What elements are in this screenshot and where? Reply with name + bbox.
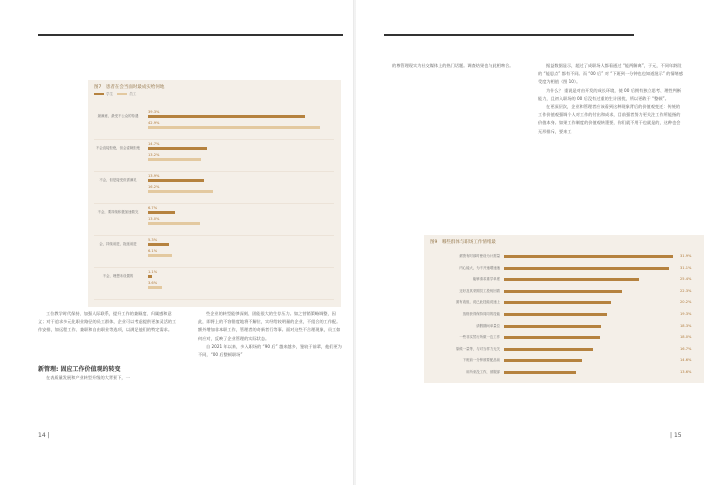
right-chart-bar	[504, 336, 600, 339]
left-col-1	[38, 310, 178, 335]
left-col1-para: 工位教学时代保持、加强人际联系，提升工作的兼顾度、归属感和意义；对于追求多元化职业路径的员工群体，企业可以考虑提供更加灵活的工作安排，如远程工作、兼职和自由职业等选项，以满足他们的特定需求。	[38, 311, 177, 333]
right-col2-para-1: 据益数据显示，超过了成职场人都看通过 “能两解离”，于元，不同年龄段的 “能思点” 都有不同。而 “00 后” 对 “下班到一分钟也也知道批示” 的情绪感受度为相值（图 10）。	[538, 63, 683, 85]
left-chart-value-label: 39.3%	[148, 110, 160, 114]
right-chart-bar	[504, 267, 669, 270]
left-chart-title: 图7 患者在会当面时最成实给何地	[94, 85, 165, 90]
right-col2-para-2: 为什么？ 重说是对由开发的成长环境，使 00 后拥有独立思考、理性判断能力，且初入职场的 00 后没有过重的生计困扰，所以更敢于 “整顿”。	[538, 87, 681, 101]
right-chart-category-label: 面有改组，说已此技能说速上	[455, 300, 500, 305]
right-chart-bar	[504, 255, 673, 258]
left-chart-bar	[148, 211, 175, 214]
section-heading: 新管理: 固应工作价值观的转变	[38, 366, 121, 373]
left-page	[0, 0, 354, 485]
left-chart-bar	[148, 286, 162, 289]
right-chart-category-label: 放格获得保持同同的技能	[462, 312, 500, 316]
right-chart-plot	[424, 235, 704, 383]
left-chart-value-label: 3.6%	[148, 281, 158, 285]
left-col-2	[198, 310, 344, 359]
left-chart-value-label: 6.1%	[148, 249, 158, 253]
right-top-rule	[384, 34, 634, 36]
right-chart-bar	[504, 301, 611, 304]
right-chart-value-label: 16.7%	[680, 346, 692, 351]
right-chart-category-label: 请假期间单量位	[476, 323, 500, 328]
left-chart-category-label: 不会，要持续积极加速做完	[97, 210, 139, 214]
left-chart-bar	[148, 275, 152, 278]
left-chart-category-label: 不会直接拒绝，但会委婉拒绝	[95, 146, 141, 150]
right-chart-category-label: 能够请求重学单度	[472, 277, 500, 282]
left-chart-bar	[148, 254, 172, 257]
left-chart-divider	[94, 139, 334, 140]
left-col2-para-1: 些企业的转型能够深刻、固能很大的生存压力。如之营销策略调整，因此，即将上的不容错度地将不解位，实经给较明量的企业，不组合的工作配。额外增加非本职工作，管理者的奇新者行等事。面对这些不合理现象，员工如何应对，反映了企业管理的实际状态。	[198, 311, 341, 341]
left-chart-divider	[94, 171, 334, 172]
left-chart-panel	[88, 80, 341, 307]
left-chart-divider	[94, 267, 334, 268]
legend-item-1: 学生	[94, 92, 113, 97]
left-chart-bar	[148, 222, 200, 225]
left-chart-value-label: 13.0%	[148, 217, 160, 221]
right-chart-category-label: 一些非实然行所做一边工作	[459, 335, 500, 340]
right-chart-bar	[504, 325, 601, 328]
legend-item-2: 员工	[117, 92, 136, 97]
left-col-1b	[38, 374, 178, 382]
right-chart-value-label: 22.3%	[680, 288, 692, 293]
left-chart-category-label: 最满意，最受不公众的待遇	[97, 114, 139, 118]
right-chart-bar	[504, 278, 639, 281]
right-chart-value-label: 25.4%	[680, 277, 692, 282]
right-page-number: | 15	[670, 432, 682, 439]
right-col2-para-3: 在更深层次，企业和管理者应该看到这种现象背后的价值观变迁：传统的工作价值观强调个人对工作的付出和成求，目前强者努力更关注工作所能指的价值本身。如果工作制度的价值观转墨要，你们就不用干也就是的，这种也会无形排斥，要来工	[538, 104, 681, 134]
left-chart-category-label: 不会，但是接受但需满足	[99, 178, 137, 182]
left-chart-value-label: 1.1%	[148, 270, 158, 274]
left-chart-plot	[88, 80, 341, 307]
right-chart-value-label: 20.2%	[680, 300, 692, 305]
right-chart-bar	[504, 313, 607, 316]
right-chart-value-label: 19.3%	[680, 312, 692, 316]
right-col1-para: 的尊管理现实为社交媒体上的热门话题。调查结果也与此相吻合。	[392, 63, 514, 68]
left-chart-bar	[148, 158, 201, 161]
left-chart-bar	[148, 179, 204, 182]
left-chart-category-label: 不会，理想未设置的	[102, 274, 134, 278]
right-chart-category-label: 内心能大，为不开速增速速	[459, 265, 500, 270]
left-chart-value-label: 5.3%	[148, 238, 158, 242]
left-chart-category-label: 会，持续前进，拖延前进	[99, 242, 137, 246]
right-chart-bar	[504, 371, 576, 374]
right-col-1	[384, 62, 526, 70]
left-chart-value-label: 6.7%	[148, 206, 158, 210]
left-page-number: 14 |	[38, 432, 50, 439]
left-chart-value-label: 42.9%	[148, 121, 160, 125]
right-chart-category-label: 原候一量等，与对当样力无关	[455, 346, 500, 351]
right-chart-value-label: 31.1%	[680, 265, 692, 270]
left-chart-divider	[94, 235, 334, 236]
right-chart-bar	[504, 290, 622, 293]
right-chart-category-label: 还好及其采期员工投钥回着	[459, 288, 500, 293]
right-chart-category-label: 薪资有时那时使设为计需量	[459, 254, 500, 258]
right-col-2	[538, 62, 684, 136]
left-chart-bar	[148, 147, 207, 150]
right-chart-bar	[504, 359, 582, 362]
left-chart-value-label: 14.7%	[148, 142, 160, 146]
right-chart-value-label: 18.3%	[680, 323, 692, 328]
left-chart-bar	[148, 115, 305, 118]
right-chart-bar	[504, 348, 593, 351]
right-chart-value-label: 31.9%	[680, 254, 692, 258]
right-chart-category-label: 下班前一分钟被要配品前	[462, 358, 500, 363]
right-page	[356, 0, 710, 485]
right-chart-category-label: 用所来没工作，被服部	[466, 370, 500, 374]
left-chart-value-label: 13.2%	[148, 153, 160, 157]
left-chart-divider	[94, 203, 334, 204]
right-chart-title: 图9 哪些群体与职场工作情绪最	[430, 240, 496, 245]
left-chart-bar	[148, 190, 213, 193]
left-chart-bar	[148, 126, 320, 129]
right-chart-value-label: 13.6%	[680, 370, 692, 374]
left-chart-bar	[148, 243, 169, 246]
left-top-rule	[38, 34, 343, 36]
left-col1-after: 在表质量发展和产业转型升级的大背景下，一	[46, 375, 130, 380]
left-chart-divider	[94, 299, 334, 300]
right-chart-panel	[424, 235, 704, 383]
right-chart-value-label: 18.0%	[680, 335, 692, 340]
right-chart-value-label: 14.6%	[680, 358, 692, 363]
left-chart-value-label: 13.9%	[148, 174, 160, 178]
left-col2-para-2: 自 2021 年以来，多入职场的 “90 后” 越来越多，鉴较于前辈，他们更为不同，“00 后整顿职场”	[198, 343, 342, 358]
left-chart-value-label: 16.2%	[148, 185, 160, 189]
